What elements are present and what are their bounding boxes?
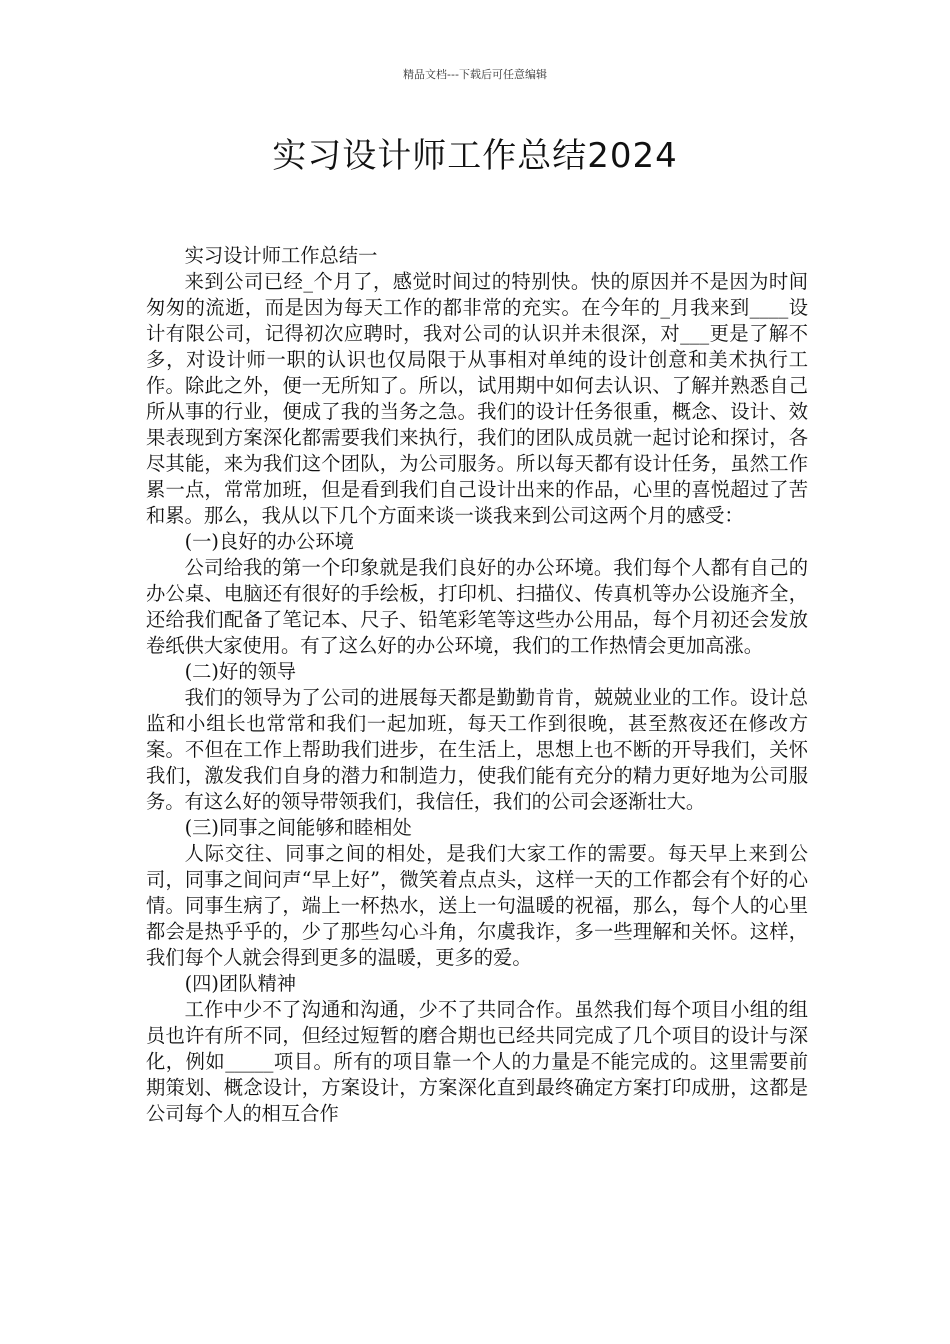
section-heading-office-environment: (一)良好的办公环境 xyxy=(184,530,354,553)
section-heading-summary-one: 实习设计师工作总结一 xyxy=(184,244,378,267)
section-heading-colleagues: (三)同事之间能够和睦相处 xyxy=(184,816,412,839)
section-heading-leadership: (二)好的领导 xyxy=(184,660,297,683)
paragraph-colleagues: 人际交往、同事之间的相处，是我们大家工作的需要。每天早上来到公司，同事之间问声“早上好”，微笑着点点头，这样一天的工作都会有个好的心情。同事生病了，端上一杯热水，送上一句温暖的祝福，那么，每个人的心里都会是热乎乎的，少了那些勾心斗角，尔虞我诈，多一些理解和关怀。这样，我们每个人就会得到更多的温暖，更多的爱。 xyxy=(146,842,808,969)
paragraph-leadership: 我们的领导为了公司的进展每天都是勤勤肯肯，兢兢业业的工作。设计总监和小组长也常常和我们一起加班，每天工作到很晚，甚至熬夜还在修改方案。不但在工作上帮助我们进步，在生活上，思想上也不断的开导我们，关怀我们，激发我们自身的潜力和制造力，使我们能有充分的精力更好地为公司服务。有这么好的领导带领我们，我信任，我们的公司会逐渐壮大。 xyxy=(146,686,808,813)
document-title: 实习设计师工作总结2024 xyxy=(272,136,678,176)
paragraph-office-environment: 公司给我的第一个印象就是我们良好的办公环境。我们每个人都有自己的办公桌、电脑还有很好的手绘板，打印机、扫描仪、传真机等办公设施齐全，还给我们配备了笔记本、尺子、铅笔彩笔等这些办公用品，每个月初还会发放卷纸供大家使用。有了这么好的办公环境，我们的工作热情会更加高涨。 xyxy=(146,556,808,657)
paragraph-team-spirit: 工作中少不了沟通和沟通，少不了共同合作。虽然我们每个项目小组的组员也许有所不同，但经过短暂的磨合期也已经共同完成了几个项目的设计与深化，例如_____项目。所有的项目靠一个人的力量是不能完成的。这里需要前期策划、概念设计，方案设计，方案深化直到最终确定方案打印成册，这都是公司每个人的相互合作 xyxy=(146,998,808,1125)
page-header-note: 精品文档---下载后可任意编辑 xyxy=(403,68,547,81)
document-body xyxy=(146,243,808,1127)
paragraph-intro: 来到公司已经_个月了，感觉时间过的特别快。快的原因并不是因为时间匆匆的流逝，而是因为每天工作的都非常的充实。在今年的_月我来到____设计有限公司，记得初次应聘时，我对公司的认识并未很深，对___更是了解不多，对设计师一职的认识也仅局限于从事相对单纯的设计创意和美术执行工作。除此之外，便一无所知了。所以，试用期中如何去认识、了解并熟悉自己所从事的行业，便成了我的当务之急。我们的设计任务很重，概念、设计、效果表现到方案深化都需要我们来执行，我们的团队成员就一起讨论和探讨，各尽其能，来为我们这个团队，为公司服务。所以每天都有设计任务，虽然工作累一点，常常加班，但是看到我们自己设计出来的作品，心里的喜悦超过了苦和累。那么，我从以下几个方面来谈一谈我来到公司这两个月的感受： xyxy=(146,270,808,527)
section-heading-team-spirit: (四)团队精神 xyxy=(184,972,297,995)
